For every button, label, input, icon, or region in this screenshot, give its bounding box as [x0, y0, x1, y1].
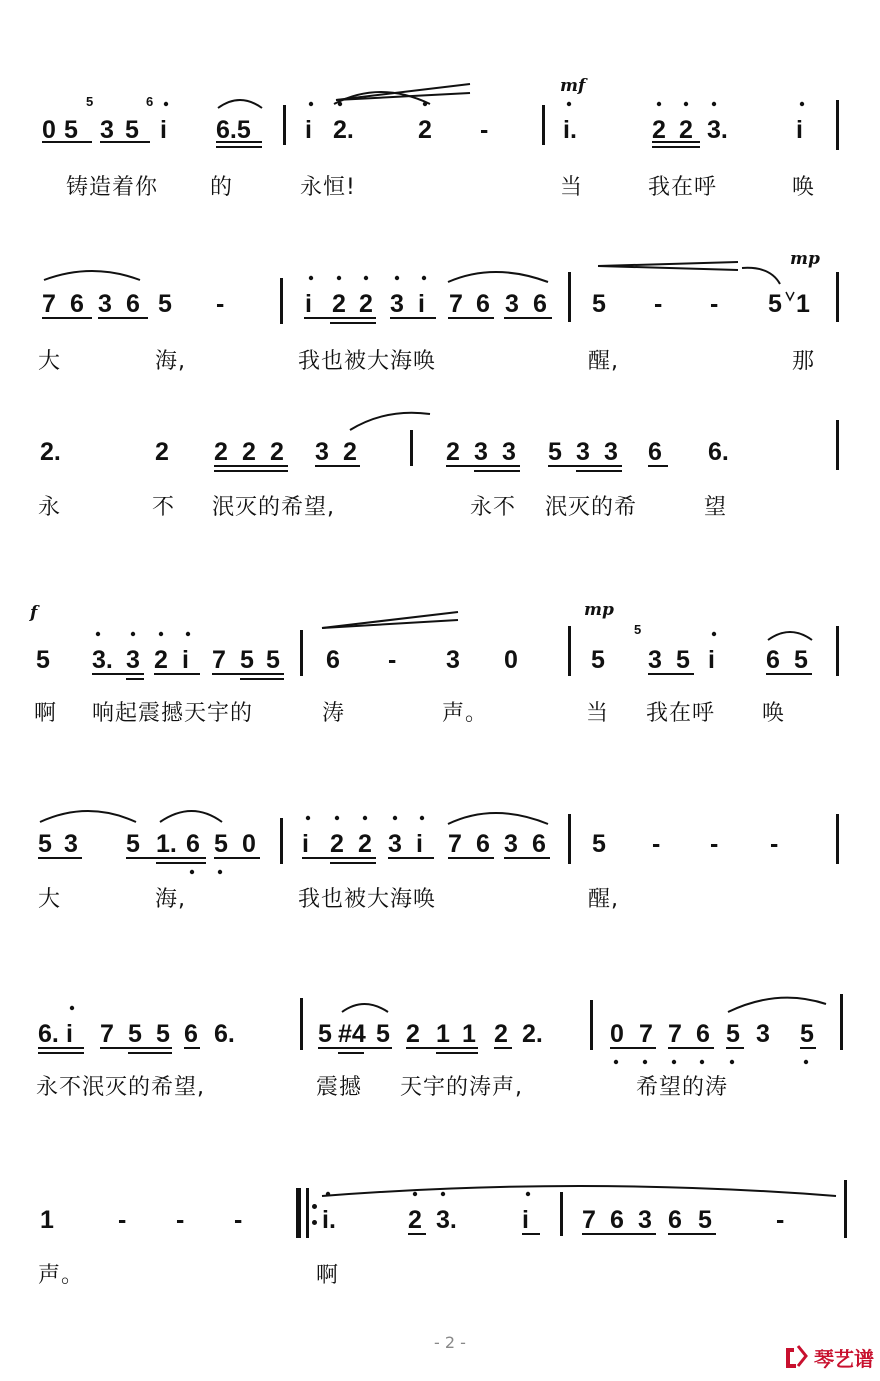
note: 6. [38, 1020, 59, 1048]
note: 0 [504, 646, 518, 674]
slur [322, 1186, 836, 1196]
brand-name: 琴艺谱 [814, 1346, 874, 1371]
note: 1 [436, 1020, 450, 1048]
slur [742, 268, 780, 284]
note: 2 [652, 116, 666, 144]
lyric: 泯灭的希 [545, 495, 638, 520]
note: 5 [38, 830, 52, 858]
note: 6 [533, 290, 547, 318]
lyric: 我在呼 [646, 701, 716, 726]
note: 6 [610, 1206, 624, 1234]
note: 3 [126, 646, 140, 674]
note: 2 [242, 438, 256, 466]
system-5-notes [0, 824, 880, 864]
octave-dot-low [672, 1060, 676, 1064]
octave-dot [684, 102, 688, 106]
octave-dot [337, 276, 341, 280]
note: 7 [100, 1020, 114, 1048]
note: i [522, 1206, 529, 1234]
slur [40, 811, 136, 822]
octave-dot [567, 102, 571, 106]
system-5-lyrics [0, 880, 880, 920]
decrescendo-line [322, 620, 458, 628]
note: - [776, 1206, 785, 1234]
system-2-lyrics [0, 342, 880, 382]
note: 7 [212, 646, 226, 674]
note: - [216, 290, 225, 318]
slur [160, 811, 222, 822]
note: 3 [474, 438, 488, 466]
slur [334, 92, 430, 104]
lyric: 涛 [322, 701, 346, 726]
note: 5 [376, 1020, 390, 1048]
barline [283, 105, 286, 145]
octave-dot [413, 1192, 417, 1196]
lyric: 海, [155, 887, 186, 912]
note: 5 [794, 646, 808, 674]
octave-dot [306, 816, 310, 820]
note: 7 [582, 1206, 596, 1234]
barline [836, 272, 839, 322]
lyric: 永 [38, 495, 62, 520]
note: i [160, 116, 167, 144]
note: 3 [100, 116, 114, 144]
lyric: 永不 [470, 495, 517, 520]
barline [836, 814, 839, 864]
lyric: 希望的涛 [636, 1075, 729, 1100]
system-2-notes [0, 284, 880, 324]
note: i [66, 1020, 73, 1048]
note: 3. [707, 116, 728, 144]
note: 3 [64, 830, 78, 858]
lyric: 醒, [588, 887, 619, 912]
note: 2 [330, 830, 344, 858]
lyric: 我在呼 [648, 175, 718, 200]
note: 0 [242, 830, 256, 858]
decrescendo-line [598, 262, 738, 266]
lyric: 泯灭的希望, [212, 495, 335, 520]
lyric: 声。 [442, 701, 489, 726]
lyric: 铸造着你 [66, 175, 159, 200]
note: 3 [576, 438, 590, 466]
barline [280, 278, 283, 324]
note: 5 [158, 290, 172, 318]
note: 6. [708, 438, 729, 466]
slur [218, 100, 262, 108]
note: 2. [40, 438, 61, 466]
barline [300, 630, 303, 676]
note: 3 [502, 438, 516, 466]
decrescendo-line [322, 612, 458, 628]
note: 6 [532, 830, 546, 858]
note: 5 [591, 646, 605, 674]
note: 5 [64, 116, 78, 144]
note: 3. [92, 646, 113, 674]
barline [836, 626, 839, 676]
note: 3 [756, 1020, 770, 1048]
note: 5 [726, 1020, 740, 1048]
note: - [654, 290, 663, 318]
slur [342, 1004, 388, 1012]
note: 3 [98, 290, 112, 318]
note: 6.5 [216, 116, 251, 144]
note: 3 [388, 830, 402, 858]
barline [568, 272, 571, 322]
note: 3 [390, 290, 404, 318]
note: 2 [446, 438, 460, 466]
note: 5 [156, 1020, 170, 1048]
system-6-lyrics [0, 1068, 880, 1108]
repeat-barline [296, 1188, 301, 1238]
lyric: 我也被大海唤 [298, 349, 437, 374]
lyric: 震撼 [316, 1075, 363, 1100]
note: 5 [128, 1020, 142, 1048]
lyric: 的 [210, 175, 234, 200]
note: 6 [326, 646, 340, 674]
octave-dot [309, 102, 313, 106]
octave-dot [309, 276, 313, 280]
note: 1 [462, 1020, 476, 1048]
note: - [480, 116, 489, 144]
octave-dot [164, 102, 168, 106]
note: 2 [359, 290, 373, 318]
note: 5 [698, 1206, 712, 1234]
note: 6. [214, 1020, 235, 1048]
octave-dot-low [730, 1060, 734, 1064]
note: 7 [449, 290, 463, 318]
note: 5 [548, 438, 562, 466]
note: 5 [266, 646, 280, 674]
dynamic-mark: mf [560, 76, 586, 96]
octave-dot [441, 1192, 445, 1196]
octave-dot [420, 816, 424, 820]
octave-dot [363, 816, 367, 820]
note: 6 [648, 438, 662, 466]
note: 5 [800, 1020, 814, 1048]
octave-dot [131, 632, 135, 636]
note: 3 [648, 646, 662, 674]
note: 2 [155, 438, 169, 466]
dynamic-mark: mp [584, 600, 614, 620]
system-4-lyrics [0, 694, 880, 734]
system-4-notes [0, 640, 880, 680]
lyric: 那 [792, 349, 816, 374]
octave-dot [335, 816, 339, 820]
brand-logo[interactable] [782, 1341, 878, 1373]
note: 7 [668, 1020, 682, 1048]
note: 3 [504, 830, 518, 858]
note: 6 [186, 830, 200, 858]
note: 5 [676, 646, 690, 674]
barline [844, 1180, 847, 1238]
lyric: 唤 [792, 175, 816, 200]
lyric: 海, [155, 349, 186, 374]
note: 5 [592, 830, 606, 858]
grace-note: 6 [146, 94, 154, 109]
barline [590, 1000, 593, 1050]
slur [350, 413, 430, 430]
note: 5 [36, 646, 50, 674]
note: i [416, 830, 423, 858]
system-7-notes [0, 1200, 880, 1240]
note: i. [322, 1206, 336, 1234]
octave-dot [422, 276, 426, 280]
note: 3 [638, 1206, 652, 1234]
octave-dot [338, 102, 342, 106]
barline [568, 626, 571, 676]
note: 2 [270, 438, 284, 466]
note: 2 [154, 646, 168, 674]
system-6-notes [0, 1014, 880, 1054]
crescendo-line [336, 84, 470, 100]
octave-dot [186, 632, 190, 636]
note: i [418, 290, 425, 318]
slur [728, 998, 826, 1012]
note: i [305, 290, 312, 318]
note: #4 [338, 1020, 366, 1048]
grace-note: 5 [86, 94, 94, 109]
note: 2 [343, 438, 357, 466]
note: i [302, 830, 309, 858]
lyric: 响起震撼天宇的 [92, 701, 254, 726]
note: - [770, 830, 779, 858]
barline [300, 998, 303, 1050]
barline [836, 100, 839, 150]
lyric: 当 [560, 175, 584, 200]
lyric: 永不泯灭的希望, [36, 1075, 205, 1100]
note: 1 [40, 1206, 54, 1234]
barline [836, 420, 839, 470]
note: 2 [214, 438, 228, 466]
note: 2 [494, 1020, 508, 1048]
octave-dot-low [218, 870, 222, 874]
note: - [234, 1206, 243, 1234]
note: - [388, 646, 397, 674]
barline [410, 430, 413, 466]
note: 5 [214, 830, 228, 858]
note: 7 [639, 1020, 653, 1048]
octave-dot [159, 632, 163, 636]
octave-dot [800, 102, 804, 106]
note: 6 [70, 290, 84, 318]
dynamic-mark: mp [790, 249, 820, 269]
note: 0 [610, 1020, 624, 1048]
lyric: 当 [586, 701, 610, 726]
system-1-lyrics [0, 168, 880, 208]
note: 5 [592, 290, 606, 318]
decrescendo-line [598, 266, 738, 270]
slur [448, 813, 548, 824]
note: 3 [505, 290, 519, 318]
brand-logo-icon [782, 1342, 812, 1372]
note: 6 [766, 646, 780, 674]
barline [560, 1192, 563, 1236]
note: 5 [240, 646, 254, 674]
octave-dot [96, 632, 100, 636]
note: 1. [156, 830, 177, 858]
repeat-barline [306, 1188, 309, 1238]
note: 7 [448, 830, 462, 858]
octave-dot-low [190, 870, 194, 874]
barline [568, 814, 571, 864]
lyric: 大 [38, 887, 62, 912]
note: 3. [436, 1206, 457, 1234]
barline [542, 105, 545, 145]
lyric: 永恒! [300, 175, 356, 200]
note: 6 [476, 830, 490, 858]
note: 2 [406, 1020, 420, 1048]
grace-note: 5 [634, 622, 642, 637]
repeat-dot [312, 1204, 317, 1209]
octave-dot [393, 816, 397, 820]
octave-dot [364, 276, 368, 280]
note: - [176, 1206, 185, 1234]
octave-dot-low [643, 1060, 647, 1064]
note: - [652, 830, 661, 858]
note: i [305, 116, 312, 144]
note: 5 [768, 290, 782, 318]
note: 2 [679, 116, 693, 144]
barline [280, 818, 283, 864]
note: 6 [668, 1206, 682, 1234]
note: i. [563, 116, 577, 144]
note: - [710, 290, 719, 318]
note: i [796, 116, 803, 144]
octave-dot [712, 632, 716, 636]
note: - [710, 830, 719, 858]
octave-dot [70, 1006, 74, 1010]
dynamic-mark: f [30, 603, 38, 623]
page-number: - 2 - [434, 1333, 466, 1352]
barline [840, 994, 843, 1050]
lyric: 不 [152, 495, 176, 520]
octave-dot [526, 1192, 530, 1196]
repeat-dot [312, 1220, 317, 1225]
lyric: 天宇的涛声, [400, 1075, 523, 1100]
note: 6 [476, 290, 490, 318]
note: 7 [42, 290, 56, 318]
note: 6 [696, 1020, 710, 1048]
octave-dot [395, 276, 399, 280]
crescendo-line [336, 93, 470, 100]
note: - [118, 1206, 127, 1234]
note: 2 [418, 116, 432, 144]
note: 2. [333, 116, 354, 144]
octave-dot [657, 102, 661, 106]
slur [768, 632, 812, 640]
note: i [708, 646, 715, 674]
lyric: 声。 [38, 1263, 85, 1288]
note: 1 [796, 290, 810, 318]
note: 2. [522, 1020, 543, 1048]
octave-dot-low [614, 1060, 618, 1064]
system-7-lyrics [0, 1256, 880, 1296]
note: 2 [408, 1206, 422, 1234]
note: 2 [332, 290, 346, 318]
note: 3 [604, 438, 618, 466]
lyric: 大 [38, 349, 62, 374]
system-3-lyrics [0, 488, 880, 528]
octave-dot-low [700, 1060, 704, 1064]
lyric: 啊 [34, 701, 58, 726]
system-3-notes [0, 432, 880, 472]
octave-dot-low [804, 1060, 808, 1064]
octave-dot [326, 1192, 330, 1196]
note: 5 [126, 830, 140, 858]
note: 5 [125, 116, 139, 144]
octave-dot [423, 102, 427, 106]
note: 5 [318, 1020, 332, 1048]
lyric: 我也被大海唤 [298, 887, 437, 912]
note: 6 [184, 1020, 198, 1048]
lyric: 唤 [762, 701, 786, 726]
note: 0 [42, 116, 56, 144]
lyric: 啊 [316, 1263, 340, 1288]
note: 2 [358, 830, 372, 858]
note: 3 [315, 438, 329, 466]
note: 6 [126, 290, 140, 318]
note: 3 [446, 646, 460, 674]
note: i [182, 646, 189, 674]
lyric: 醒, [588, 349, 619, 374]
lyric: 望 [704, 495, 728, 520]
system-1-notes [0, 110, 880, 150]
octave-dot [712, 102, 716, 106]
slur [44, 271, 140, 280]
slur [448, 272, 548, 282]
